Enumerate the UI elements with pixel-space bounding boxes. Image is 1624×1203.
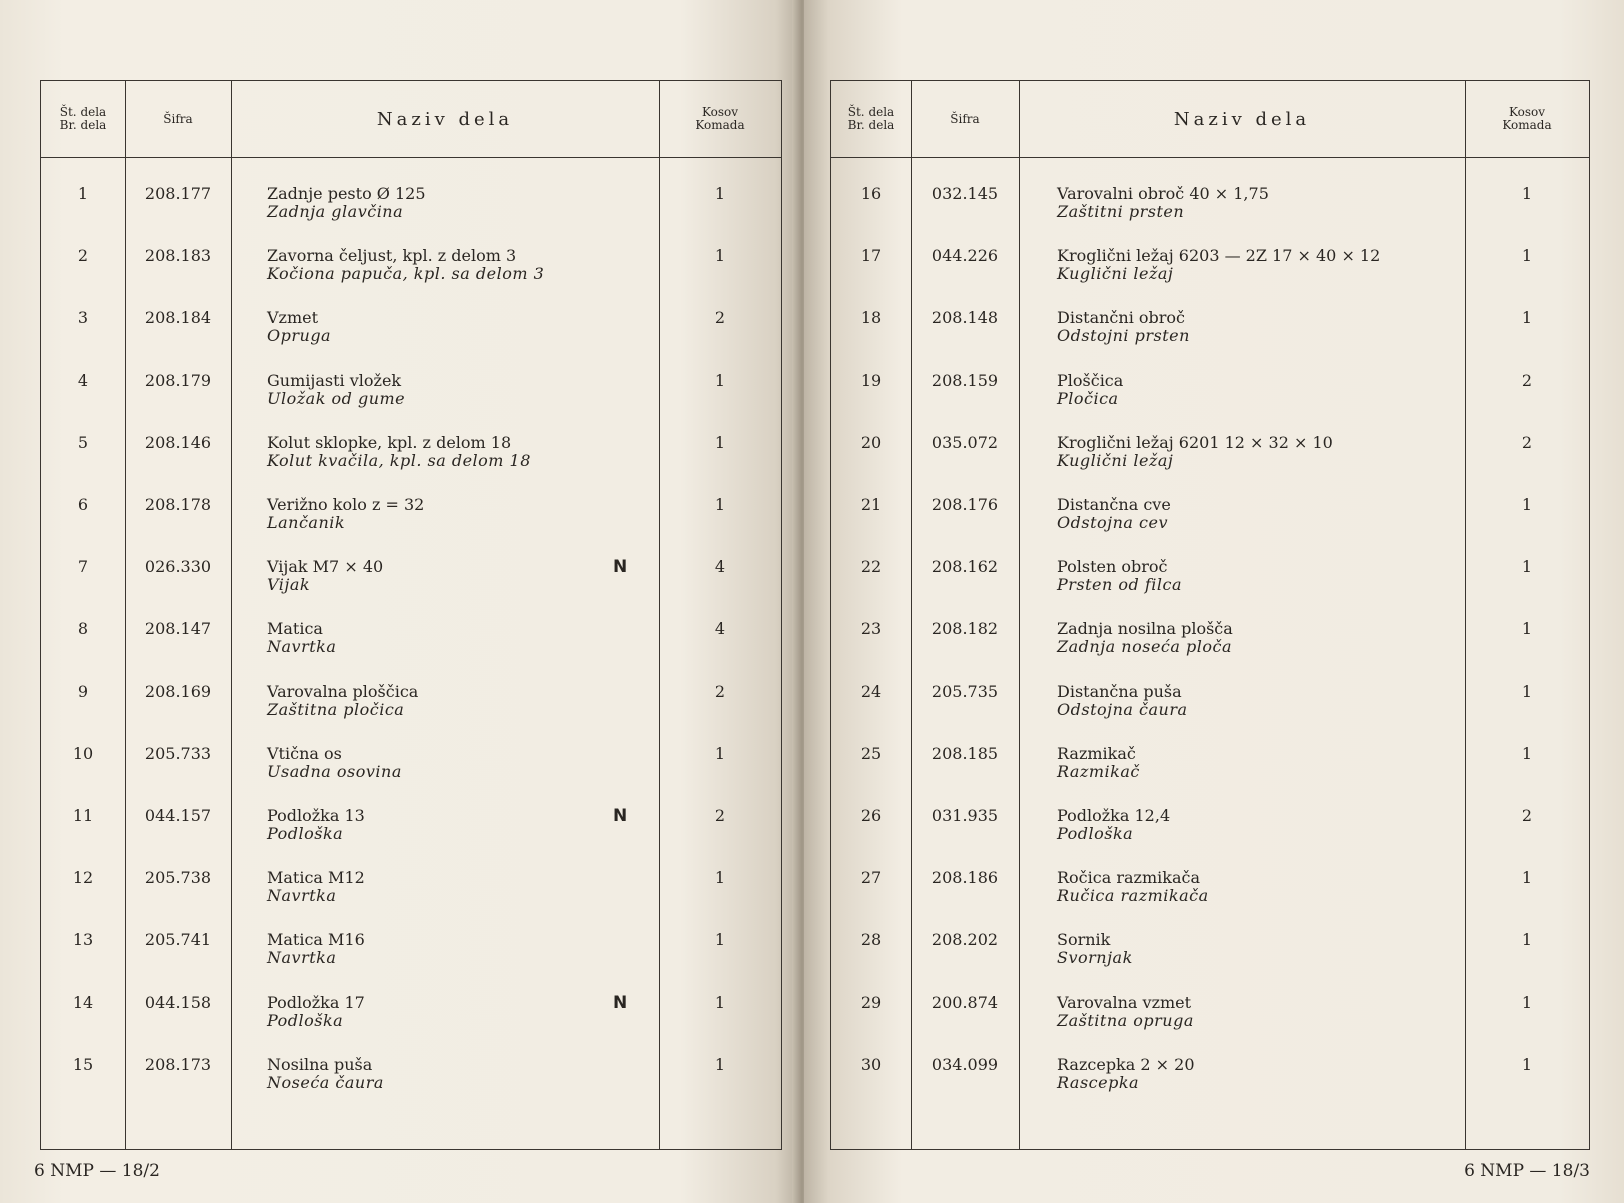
part-name-serbocroatian: Odstojni prsten bbox=[1057, 326, 1190, 346]
quantity: 1 bbox=[1521, 930, 1533, 950]
page-footer-left: 6 NMP — 18/2 bbox=[34, 1161, 160, 1181]
table-row bbox=[41, 1056, 781, 1118]
part-number: 17 bbox=[860, 246, 882, 266]
part-number: 29 bbox=[860, 992, 882, 1012]
norm-part-mark: N bbox=[613, 806, 628, 826]
part-code: 208.148 bbox=[931, 308, 999, 328]
quantity: 2 bbox=[714, 308, 726, 328]
part-name-serbocroatian: Kuglični ležaj bbox=[1057, 264, 1174, 284]
table-row bbox=[831, 434, 1589, 496]
header-name: Naziv dela bbox=[376, 108, 514, 130]
table-row bbox=[41, 372, 781, 434]
table-row bbox=[41, 434, 781, 496]
quantity: 1 bbox=[714, 246, 726, 266]
quantity: 1 bbox=[714, 495, 726, 514]
part-number: 20 bbox=[860, 432, 882, 452]
table-row bbox=[41, 496, 781, 558]
quantity: 2 bbox=[1521, 432, 1533, 452]
part-name-serbocroatian: Vijak bbox=[267, 575, 311, 595]
part-code: 208.177 bbox=[144, 184, 212, 203]
part-number: 6 bbox=[77, 495, 89, 514]
part-name bbox=[267, 994, 647, 1030]
quantity: 1 bbox=[1521, 992, 1533, 1012]
quantity: 2 bbox=[1521, 370, 1533, 390]
part-code: 205.735 bbox=[931, 681, 999, 701]
part-name bbox=[1057, 372, 1457, 408]
table-row bbox=[831, 620, 1589, 682]
table-row bbox=[41, 683, 781, 745]
part-name bbox=[1057, 931, 1457, 967]
quantity: 1 bbox=[714, 1054, 726, 1074]
part-name-slovene: Ročica razmikača bbox=[1057, 868, 1200, 888]
part-name-slovene: Razcepka 2 × 20 bbox=[1057, 1054, 1195, 1074]
part-name-slovene: Kroglični ležaj 6201 12 × 32 × 10 bbox=[1057, 432, 1333, 452]
part-name bbox=[1057, 434, 1457, 470]
part-name-slovene: Verižno kolo z = 32 bbox=[267, 495, 425, 514]
quantity: 1 bbox=[1521, 184, 1533, 203]
part-name-serbocroatian: Odstojna čaura bbox=[1057, 699, 1188, 719]
part-number: 8 bbox=[77, 619, 89, 639]
part-name-serbocroatian: Opruga bbox=[267, 326, 332, 346]
part-name bbox=[267, 309, 647, 345]
part-number: 7 bbox=[77, 557, 89, 577]
part-name-slovene: Podložka 17 bbox=[267, 992, 365, 1012]
part-name-serbocroatian: Kočiona papuča, kpl. sa delom 3 bbox=[267, 264, 545, 284]
part-number: 13 bbox=[72, 930, 94, 950]
part-name bbox=[267, 558, 647, 594]
part-name-serbocroatian: Pločica bbox=[1057, 388, 1119, 408]
table-row bbox=[831, 745, 1589, 807]
quantity: 1 bbox=[1521, 495, 1533, 514]
part-code: 044.157 bbox=[144, 806, 212, 825]
part-name-slovene: Distančni obroč bbox=[1057, 308, 1186, 328]
part-code: 208.176 bbox=[931, 495, 999, 514]
part-number: 24 bbox=[860, 681, 882, 701]
part-code: 205.733 bbox=[144, 743, 212, 763]
part-code: 208.182 bbox=[931, 619, 999, 639]
part-name bbox=[267, 683, 647, 719]
part-number: 23 bbox=[860, 619, 882, 639]
part-number: 9 bbox=[77, 681, 89, 701]
quantity: 1 bbox=[1521, 868, 1533, 888]
part-code: 208.162 bbox=[931, 557, 999, 577]
table-row bbox=[831, 869, 1589, 931]
part-name-serbocroatian: Lančanik bbox=[267, 513, 346, 532]
part-number: 1 bbox=[77, 184, 89, 203]
part-name bbox=[1057, 994, 1457, 1030]
table-row bbox=[41, 745, 781, 807]
part-code: 208.184 bbox=[144, 308, 212, 328]
part-number: 28 bbox=[860, 930, 882, 950]
header-name: Naziv dela bbox=[1173, 108, 1311, 130]
table-row bbox=[831, 185, 1589, 247]
part-code: 044.158 bbox=[144, 992, 212, 1012]
part-name-slovene: Matica M12 bbox=[267, 868, 365, 888]
header-qty: Kosov Komada bbox=[1502, 105, 1552, 132]
part-code: 208.159 bbox=[931, 370, 999, 390]
table-row bbox=[41, 869, 781, 931]
page-footer-right: 6 NMP — 18/3 bbox=[1464, 1161, 1590, 1181]
quantity: 1 bbox=[1521, 557, 1533, 577]
part-code: 208.173 bbox=[144, 1054, 212, 1074]
part-name-slovene: Ploščica bbox=[1057, 370, 1124, 390]
part-code: 208.183 bbox=[144, 246, 212, 266]
part-name-slovene: Varovalna vzmet bbox=[1057, 992, 1192, 1012]
part-name bbox=[1057, 247, 1457, 283]
part-name-slovene: Razmikač bbox=[1057, 743, 1136, 763]
part-number: 3 bbox=[77, 308, 89, 328]
table-row bbox=[41, 247, 781, 309]
part-code: 208.178 bbox=[144, 495, 212, 514]
parts-table-right bbox=[830, 80, 1590, 1150]
norm-part-mark: N bbox=[613, 557, 628, 578]
table-row bbox=[41, 931, 781, 993]
table-row bbox=[41, 309, 781, 371]
part-number: 21 bbox=[860, 495, 882, 514]
part-name-slovene: Zavorna čeljust, kpl. z delom 3 bbox=[267, 246, 517, 266]
part-name bbox=[267, 1056, 647, 1092]
table-row bbox=[831, 247, 1589, 309]
part-name bbox=[1057, 683, 1457, 719]
table-row bbox=[831, 683, 1589, 745]
part-name bbox=[1057, 309, 1457, 345]
part-number: 5 bbox=[77, 432, 89, 452]
header-part-no: Št. dela Br. dela bbox=[847, 105, 895, 132]
part-name-slovene: Zadnja nosilna plošča bbox=[1057, 619, 1233, 639]
part-name-serbocroatian: Razmikač bbox=[1057, 761, 1140, 781]
part-name-serbocroatian: Zaštitna opruga bbox=[1057, 1010, 1194, 1030]
table-row bbox=[41, 558, 781, 620]
part-name-slovene: Kolut sklopke, kpl. z delom 18 bbox=[267, 432, 512, 452]
part-name-slovene: Distančna puša bbox=[1057, 681, 1182, 701]
part-name-serbocroatian: Ručica razmikača bbox=[1057, 886, 1209, 906]
part-name-slovene: Podložka 13 bbox=[267, 806, 365, 825]
part-name bbox=[267, 869, 647, 905]
header-code: Šifra bbox=[950, 111, 980, 126]
part-name-serbocroatian: Zaštitni prsten bbox=[1057, 202, 1185, 221]
part-name-serbocroatian: Noseća čaura bbox=[267, 1072, 384, 1092]
table-row bbox=[831, 994, 1589, 1056]
table-row bbox=[41, 620, 781, 682]
part-name bbox=[267, 247, 647, 283]
part-code: 205.738 bbox=[144, 868, 212, 888]
table-row bbox=[831, 807, 1589, 869]
part-name-serbocroatian: Prsten od filca bbox=[1057, 575, 1183, 595]
part-name bbox=[1057, 185, 1457, 221]
part-code: 200.874 bbox=[931, 992, 999, 1012]
part-name-serbocroatian: Navrtka bbox=[267, 886, 337, 906]
part-name-slovene: Matica M16 bbox=[267, 930, 365, 950]
quantity: 4 bbox=[714, 619, 726, 639]
part-code: 208.179 bbox=[144, 370, 212, 390]
table-row bbox=[831, 1056, 1589, 1118]
part-name-slovene: Zadnje pesto Ø 125 bbox=[267, 184, 426, 203]
part-name bbox=[267, 620, 647, 656]
quantity: 2 bbox=[1521, 806, 1533, 825]
quantity: 1 bbox=[1521, 308, 1533, 328]
part-name-serbocroatian: Podloška bbox=[1057, 824, 1134, 843]
part-code: 208.169 bbox=[144, 681, 212, 701]
part-name bbox=[267, 185, 647, 221]
part-number: 25 bbox=[860, 743, 882, 763]
part-name bbox=[1057, 869, 1457, 905]
right-page bbox=[804, 0, 1624, 1203]
part-code: 031.935 bbox=[931, 806, 999, 825]
part-name-slovene: Polsten obroč bbox=[1057, 557, 1168, 577]
part-name bbox=[267, 496, 647, 532]
part-code: 208.202 bbox=[931, 930, 999, 950]
part-code: 032.145 bbox=[931, 184, 999, 203]
part-name-slovene: Varovalni obroč 40 × 1,75 bbox=[1057, 184, 1269, 203]
part-name-slovene: Gumijasti vložek bbox=[267, 370, 402, 390]
table-row bbox=[41, 807, 781, 869]
part-name bbox=[1057, 620, 1457, 656]
part-name-slovene: Varovalna ploščica bbox=[267, 681, 419, 701]
part-number: 12 bbox=[72, 868, 94, 888]
table-row bbox=[41, 994, 781, 1056]
quantity: 1 bbox=[1521, 619, 1533, 639]
part-name-serbocroatian: Uložak od gume bbox=[267, 388, 406, 408]
part-number: 10 bbox=[72, 743, 94, 763]
header-qty: Kosov Komada bbox=[695, 105, 745, 132]
part-name-slovene: Vtična os bbox=[267, 743, 342, 763]
quantity: 4 bbox=[714, 557, 726, 577]
part-name-serbocroatian: Odstojna cev bbox=[1057, 513, 1168, 532]
part-name-serbocroatian: Usadna osovina bbox=[267, 761, 402, 781]
part-name bbox=[267, 372, 647, 408]
part-name bbox=[1057, 1056, 1457, 1092]
part-name bbox=[1057, 745, 1457, 781]
quantity: 1 bbox=[1521, 681, 1533, 701]
header-part-no: Št. dela Br. dela bbox=[59, 105, 107, 132]
part-code: 034.099 bbox=[931, 1054, 999, 1074]
part-number: 18 bbox=[860, 308, 882, 328]
part-code: 026.330 bbox=[144, 557, 212, 577]
part-code: 044.226 bbox=[931, 246, 999, 266]
part-name-serbocroatian: Zadnja noseća ploča bbox=[1057, 637, 1232, 657]
quantity: 1 bbox=[714, 743, 726, 763]
part-name bbox=[1057, 496, 1457, 532]
part-number: 4 bbox=[77, 370, 89, 390]
part-code: 208.147 bbox=[144, 619, 212, 639]
part-number: 27 bbox=[860, 868, 882, 888]
part-name bbox=[1057, 807, 1457, 843]
part-number: 16 bbox=[860, 184, 882, 203]
part-name-serbocroatian: Zadnja glavčina bbox=[267, 202, 404, 221]
part-name-serbocroatian: Rascepka bbox=[1057, 1072, 1140, 1092]
part-name-slovene: Nosilna puša bbox=[267, 1054, 373, 1074]
part-name-serbocroatian: Navrtka bbox=[267, 637, 337, 657]
header-code: Šifra bbox=[163, 111, 193, 126]
part-number: 15 bbox=[72, 1054, 94, 1074]
quantity: 1 bbox=[714, 930, 726, 950]
part-name-serbocroatian: Navrtka bbox=[267, 948, 337, 968]
part-code: 205.741 bbox=[144, 930, 212, 950]
left-page bbox=[0, 0, 800, 1203]
quantity: 1 bbox=[1521, 743, 1533, 763]
part-name-slovene: Matica bbox=[267, 619, 323, 639]
part-number: 14 bbox=[72, 992, 94, 1012]
parts-table-left bbox=[40, 80, 782, 1150]
quantity: 2 bbox=[714, 681, 726, 701]
part-name-serbocroatian: Kolut kvačila, kpl. sa delom 18 bbox=[267, 450, 531, 470]
part-number: 30 bbox=[860, 1054, 882, 1074]
part-name bbox=[267, 745, 647, 781]
quantity: 1 bbox=[714, 432, 726, 452]
part-code: 035.072 bbox=[931, 432, 999, 452]
quantity: 1 bbox=[1521, 1054, 1533, 1074]
part-number: 22 bbox=[860, 557, 882, 577]
part-name bbox=[267, 931, 647, 967]
part-name-serbocroatian: Zaštitna pločica bbox=[267, 699, 405, 719]
part-name bbox=[1057, 558, 1457, 594]
part-number: 11 bbox=[72, 806, 94, 825]
part-code: 208.185 bbox=[931, 743, 999, 763]
part-name bbox=[267, 434, 647, 470]
quantity: 1 bbox=[714, 184, 726, 203]
part-code: 208.186 bbox=[931, 868, 999, 888]
quantity: 1 bbox=[1521, 246, 1533, 266]
table-row bbox=[831, 496, 1589, 558]
table-row bbox=[831, 931, 1589, 993]
quantity: 1 bbox=[714, 992, 726, 1012]
part-name-serbocroatian: Kuglični ležaj bbox=[1057, 450, 1174, 470]
table-row bbox=[831, 309, 1589, 371]
part-name-slovene: Sornik bbox=[1057, 930, 1111, 950]
part-number: 19 bbox=[860, 370, 882, 390]
part-name-slovene: Vijak M7 × 40 bbox=[267, 557, 384, 577]
table-row bbox=[41, 185, 781, 247]
part-name-serbocroatian: Svornjak bbox=[1057, 948, 1133, 968]
part-name-slovene: Podložka 12,4 bbox=[1057, 806, 1171, 825]
table-row bbox=[831, 372, 1589, 434]
table-row bbox=[831, 558, 1589, 620]
quantity: 2 bbox=[714, 806, 726, 825]
part-name bbox=[267, 807, 647, 843]
part-name-slovene: Kroglični ležaj 6203 — 2Z 17 × 40 × 12 bbox=[1057, 246, 1381, 266]
part-number: 2 bbox=[77, 246, 89, 266]
norm-part-mark: N bbox=[613, 992, 628, 1013]
part-name-slovene: Distančna cve bbox=[1057, 495, 1171, 514]
part-name-serbocroatian: Podloška bbox=[267, 1010, 344, 1030]
quantity: 1 bbox=[714, 370, 726, 390]
part-name-serbocroatian: Podloška bbox=[267, 824, 344, 843]
quantity: 1 bbox=[714, 868, 726, 888]
part-code: 208.146 bbox=[144, 432, 212, 452]
part-number: 26 bbox=[860, 806, 882, 825]
part-name-slovene: Vzmet bbox=[267, 308, 319, 328]
